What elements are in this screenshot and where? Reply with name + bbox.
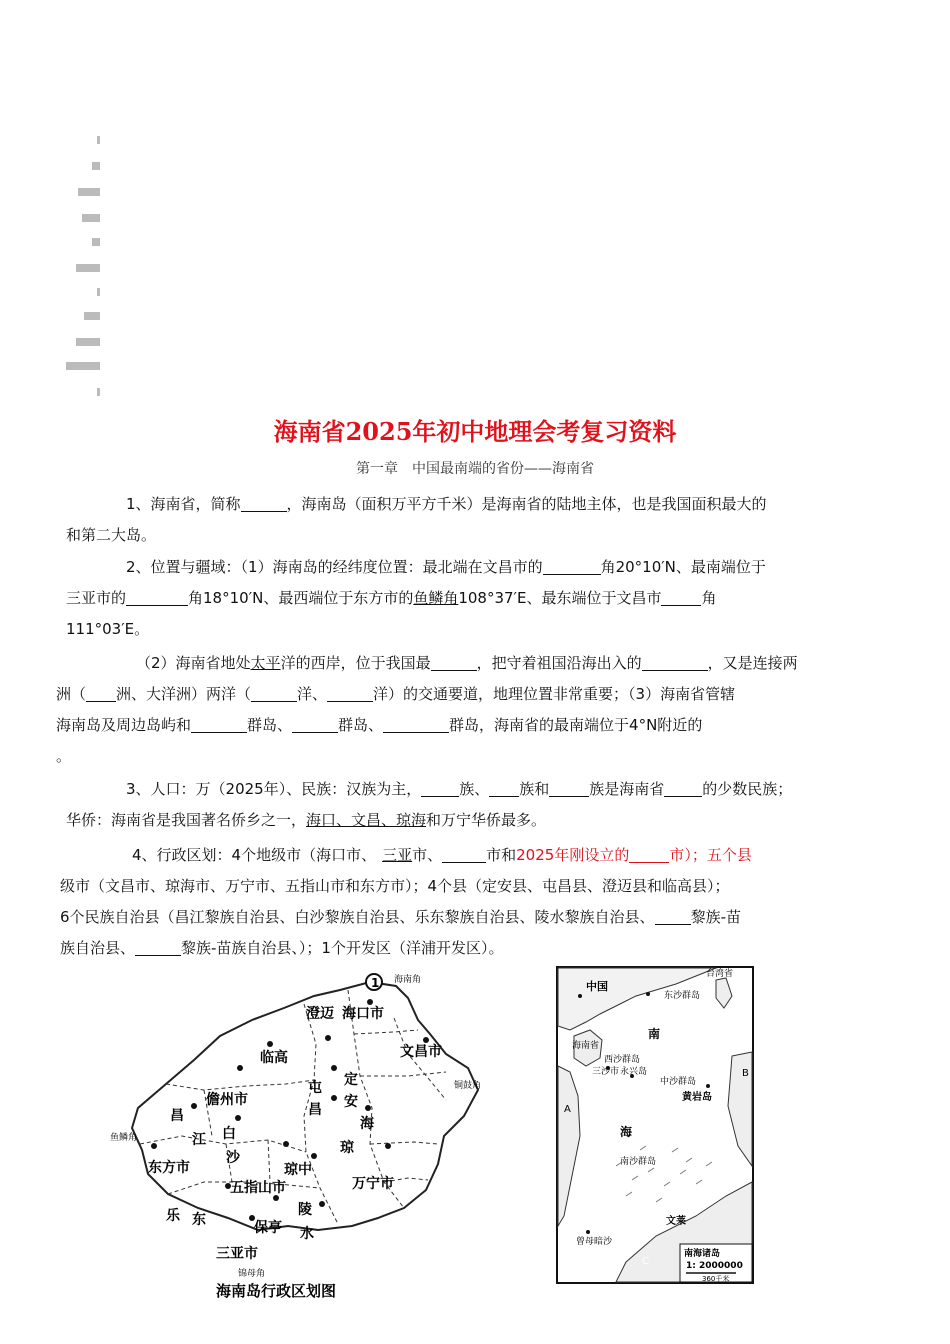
label-dongsha: 东沙群岛 xyxy=(664,991,701,1001)
label-a: A xyxy=(564,1104,571,1115)
south-china-sea-map xyxy=(556,966,754,1284)
label-chengmai: 澄迈 xyxy=(306,1006,334,1022)
legend-title: 南海诸岛 xyxy=(684,1249,721,1259)
question-1: 1、海南省，简称 ，海南岛（面积万平方千米）是海南省的陆地主体，也是我国面积最大的 和第二大岛。 xyxy=(66,495,767,544)
label-dongfang: 东方市 xyxy=(148,1160,190,1176)
label-sansha: 三沙市 xyxy=(592,1067,620,1077)
label-dingan-2: 安 xyxy=(344,1094,358,1110)
label-qionghai-2: 琼 xyxy=(340,1140,354,1156)
legend-scale: 1: 2000000 xyxy=(686,1261,743,1271)
label-sea-hai: 海 xyxy=(620,1125,633,1139)
label-taiwan: 台湾省 xyxy=(706,969,734,979)
label-zengmu: 曾母暗沙 xyxy=(576,1237,613,1247)
label-c: C xyxy=(642,1256,649,1267)
label-ledong: 乐 xyxy=(166,1208,180,1224)
label-changjiang: 昌 xyxy=(170,1108,184,1124)
label-xisha: 西沙群岛 xyxy=(604,1055,641,1065)
label-nansha: 南沙群岛 xyxy=(620,1157,657,1167)
legend-scale-km: 360千米 xyxy=(702,1275,730,1283)
label-tunchang: 屯 xyxy=(308,1080,322,1096)
map-caption: 海南岛行政区划图 xyxy=(216,1282,337,1300)
question-2-part-2: （2）海南省地处太平洋的西岸，位于我国最 ，把守着祖国沿海出入的 ，又是连接两 洲（ 洲、大洋洲）两洋（ 洋、 洋）的交通要道，地理位置非常重要；（3）海南省管辖 海南岛及周边岛屿和 群岛、 群岛、 群岛，海南省的最南端位于4°N附近的 。 xyxy=(56,654,798,765)
page-title: 海南省2025年初中地理会考复习资料 xyxy=(273,417,677,446)
label-qiongzhong: 琼中 xyxy=(284,1162,312,1178)
label-wuzhishan: 五指山市 xyxy=(230,1180,286,1196)
label-north-cape: 海南角 xyxy=(394,975,422,985)
label-baoting: 保亭 xyxy=(254,1220,282,1236)
question-3: 3、人口：万（2025年）、民族：汉族为主， 族、 族和 族是海南省 的少数民族； 华侨：海南省是我国著名侨乡之一，海口、文昌、琼海和万宁华侨最多。 xyxy=(66,780,793,829)
label-haikou: 海口市 xyxy=(342,1006,384,1022)
label-sanya: 三亚市 xyxy=(216,1246,258,1262)
label-sea-nan: 南 xyxy=(648,1027,661,1041)
label-lingshui-2: 水 xyxy=(300,1226,314,1242)
label-china: 中国 xyxy=(586,980,608,993)
chapter-heading: 第一章 中国最南端的省份——海南省 xyxy=(356,461,594,477)
label-hainan: 海南省 xyxy=(572,1041,600,1051)
island-outline xyxy=(132,982,478,1230)
label-east-cape: 铜鼓角 xyxy=(454,1081,482,1091)
label-wenlai: 文莱 xyxy=(666,1216,686,1227)
question-4: 4、行政区划：4个地级市（海口市、 三亚市、 市和2025年刚设立的 市）；五个县 级市（文昌市、琼海市、万宁市、五指山市和东方市）；4个县（定安县、屯昌县、澄迈县和临高县）； 6个民族自治县（昌江黎族自治县、白沙黎族自治县、乐东黎族自治县、陵水黎族自治县、 黎族-苗 族自治县、 黎族-苗族自治县、）；1个开发区（洋浦开发区）。 xyxy=(60,846,752,957)
label-yongxing: 永兴岛 xyxy=(620,1067,648,1077)
label-west-cape: 鱼鳞角 xyxy=(110,1133,138,1143)
side-margin-marks xyxy=(64,132,104,402)
label-baisha-2: 沙 xyxy=(226,1150,240,1166)
map-marker-1: 1 xyxy=(371,976,380,990)
label-wenchang: 文昌市 xyxy=(400,1044,442,1060)
label-qionghai: 海 xyxy=(360,1116,374,1132)
label-zhongsha: 中沙群岛 xyxy=(660,1077,697,1087)
label-b: B xyxy=(742,1068,749,1079)
label-changjiang-2: 江 xyxy=(192,1132,206,1148)
label-baisha: 白 xyxy=(222,1126,236,1142)
label-dingan: 定 xyxy=(344,1072,358,1088)
label-wanning: 万宁市 xyxy=(352,1176,394,1192)
label-lingshui: 陵 xyxy=(298,1202,312,1218)
label-ledong-2: 东 xyxy=(192,1212,206,1228)
label-danzhou: 儋州市 xyxy=(206,1092,248,1108)
label-south-cape: 锦母角 xyxy=(238,1269,266,1279)
question-2: 2、位置与疆域：（1）海南岛的经纬度位置：最北端在文昌市的 角20°10′N、最南端位于 三亚市的 角18°10′N、最西端位于东方市的鱼鳞角108°37′E、最东端位于文昌市 角 111°03′E。 xyxy=(66,558,766,638)
hainan-admin-map xyxy=(108,968,500,1304)
label-tunchang-2: 昌 xyxy=(308,1102,322,1118)
label-lingao: 临高 xyxy=(260,1050,288,1066)
label-huangyan: 黄岩岛 xyxy=(682,1092,712,1103)
